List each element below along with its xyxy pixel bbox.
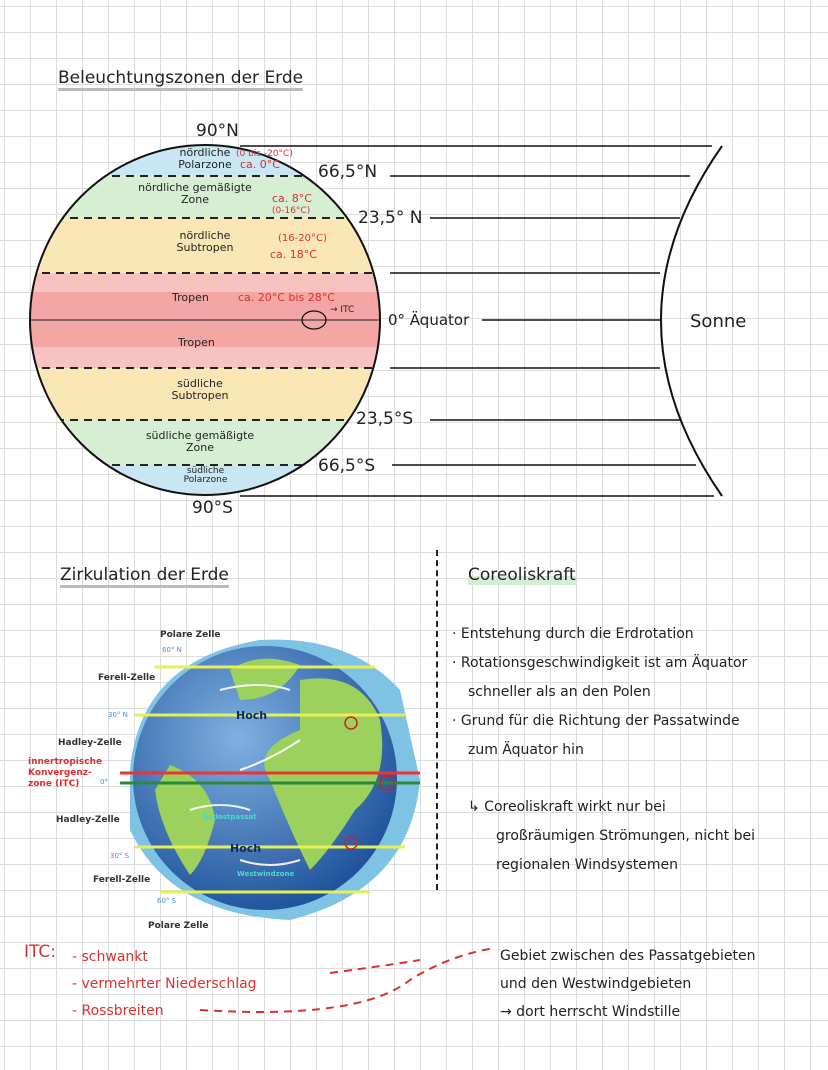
label-high-south: Hoch — [230, 842, 262, 855]
section-title-illumination-zones: Beleuchtungszonen der Erde — [58, 68, 303, 91]
zone-label-north-polar: nördliche Polarzone — [178, 146, 232, 171]
section-title-coriolis: Coreoliskraft — [468, 565, 576, 585]
lat-23s: 23,5°S — [356, 409, 414, 429]
coriolis-bullets: · Entstehung durch die Erdrotation · Rotationsgeschwindigkeit ist am Äquator schneller als an den Polen · Grund für die Richtung der Passatwinde zum Äquator hin — [452, 626, 748, 758]
sun-label: Sonne — [690, 311, 747, 332]
zone-label-north-subtropics: nördliche Subtropen — [176, 229, 234, 254]
itc-marker-label: → ITC — [330, 305, 355, 315]
lat-66n: 66,5°N — [318, 162, 378, 182]
dashed-connector-arrow — [160, 940, 500, 1020]
zone-label-south-temperate: südliche gemäßigte Zone — [145, 429, 255, 454]
label-hadley-cell-bottom: Hadley-Zelle — [56, 815, 120, 825]
zone-label-north-temperate: nördliche gemäßigte Zone — [138, 181, 252, 206]
label-high-north: Hoch — [236, 709, 268, 722]
itc-notes-list: - schwankt - vermehrter Niederschlag - Rossbreiten — [72, 949, 257, 1019]
label-polar-cell-top: Polare Zelle — [160, 630, 221, 640]
section-title-circulation: Zirkulation der Erde — [60, 565, 229, 588]
lat-90s: 90°S — [192, 498, 233, 518]
lat-66s: 66,5°S — [318, 456, 376, 476]
zone-label-south-subtropics: südliche Subtropen — [171, 377, 229, 402]
label-polar-cell-bottom: Polare Zelle — [148, 921, 209, 931]
label-ferell-cell-bottom: Ferell-Zelle — [93, 875, 151, 885]
zone-label-south-polar: südliche Polarzone — [183, 466, 228, 485]
label-itc: innertropische Konvergenz-zone (ITC) — [28, 757, 103, 789]
itc-explanation: Gebiet zwischen des Passatgebieten und den Westwindgebieten → dort herrscht Windstille — [500, 948, 756, 1020]
coriolis-note: ↳ Coreoliskraft wirkt nur bei großräumigen Strömungen, nicht bei regionalen Windsystemen — [468, 799, 755, 873]
zone-label-tropics-north: Tropen — [172, 291, 209, 304]
column-divider — [436, 550, 438, 890]
lat-90n: 90°N — [196, 121, 239, 141]
zone-label-tropics-south: Tropen — [178, 336, 215, 349]
label-ferell-cell-top: Ferell-Zelle — [98, 673, 156, 683]
itc-notes-label: ITC: — [24, 942, 56, 962]
lat-equator: 0° Äquator — [388, 311, 470, 329]
lat-23n: 23,5° N — [358, 208, 423, 228]
label-hadley-cell-top: Hadley-Zelle — [58, 738, 122, 748]
